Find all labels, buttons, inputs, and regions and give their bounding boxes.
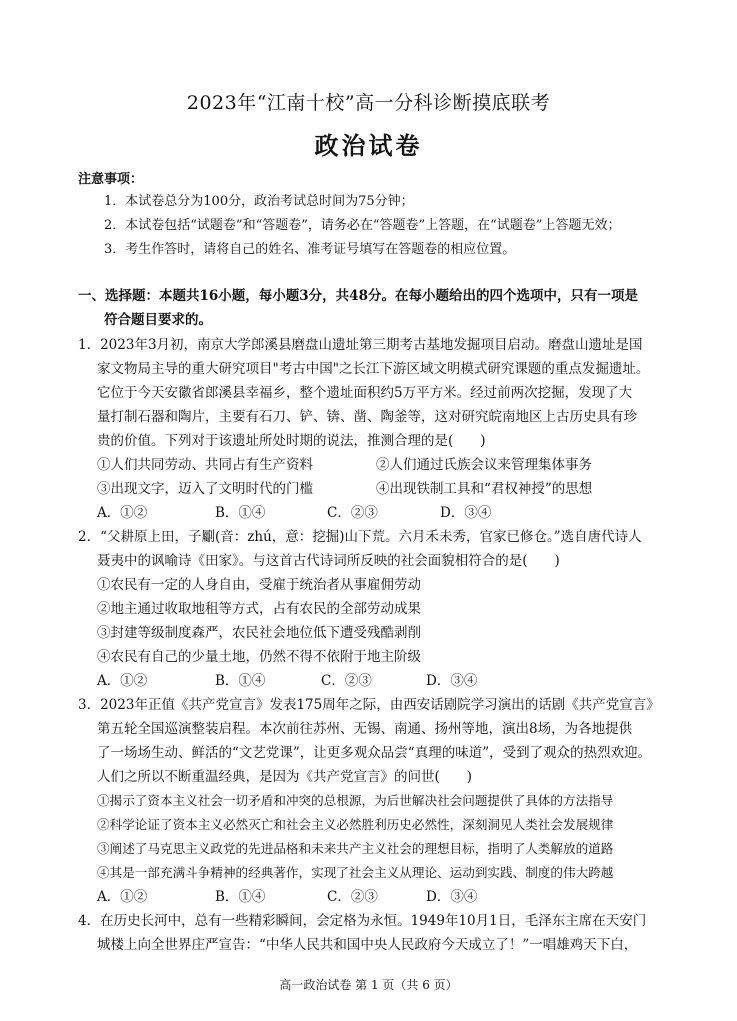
- option-a[interactable]: A．①②: [97, 505, 148, 521]
- notice-item: 1．本试卷总分为100分，政治考试总时间为75分钟；: [104, 194, 414, 209]
- question-1-statement: ②人们通过氏族会议来管理集体事务: [376, 457, 592, 473]
- option-d[interactable]: D．③④: [426, 673, 478, 689]
- option-d[interactable]: D．③④: [426, 889, 478, 905]
- question-2-statement: ④农民有自己的少量土地，仍然不得不依附于地主阶级: [97, 649, 421, 665]
- question-1-stem: 家文物局主导的重大研究项目"考古中国"之长江下游区域文明模式研究课题的重点发掘遗址。: [97, 361, 650, 377]
- question-2-statement: ①农民有一定的人身自由，受雇于统治者从事雇佣劳动: [97, 577, 421, 593]
- option-c[interactable]: C．②③: [327, 505, 378, 521]
- question-3-statement: ③阐述了马克思主义政党的先进品格和未来共产主义社会的理想目标，指明了人类解放的道路: [97, 841, 614, 856]
- option-b[interactable]: B．①④: [215, 889, 266, 905]
- question-1-stem: 它位于今天安徽省郎溪县幸福乡，整个遗址面积约5万平方米。经过前两次挖掘，发现了大: [97, 385, 633, 401]
- option-a[interactable]: A．①②: [97, 673, 148, 689]
- question-2-statement: ②地主通过收取地租等方式，占有农民的全部劳动成果: [97, 601, 421, 617]
- question-1-statement: ①人们共同劳动、共同占有生产资料: [97, 457, 313, 473]
- exam-title: 2023年“江南十校”高一分科诊断摸底联考: [186, 92, 551, 114]
- question-3-stem: 人们之所以不断重温经典，是因为《共产党宣言》的问世( ): [97, 769, 473, 785]
- question-2-stem: 2．“父耕原上田，子劚(音：zhú，意：挖掘)山下荒。六月禾未秀，官家已修仓。”选自唐代诗人: [78, 529, 642, 545]
- section-heading-cont: 符合题目要求的。: [104, 312, 212, 328]
- question-3-stem: 3．2023年正值《共产党宣言》发表175周年之际，由西安话剧院学习演出的话剧《共产党宣言》: [78, 697, 660, 713]
- notice-heading: 注意事项：: [78, 172, 144, 187]
- option-b[interactable]: B．①④: [215, 505, 266, 521]
- question-3-stem: 第五轮全国巡演整装启程。本次前往苏州、无锡、南通、扬州等地，演出8场，为各地提供: [97, 721, 633, 737]
- question-1-stem: 贵的价值。下列对于该遗址所处时期的说法，推测合理的是( ): [97, 433, 486, 449]
- question-2-statement: ③封建等级制度森严，农民社会地位低下遭受残酷剥削: [97, 625, 421, 641]
- question-3-stem: 了一场场生动、鲜活的“文艺党课”，让更多观众品尝“真理的味道”，受到了观众的热烈欢迎。: [97, 745, 652, 761]
- question-3-statement: ②科学论证了资本主义必然灭亡和社会主义必然胜利历史必然性，深刻洞见人类社会发展规律: [97, 817, 614, 832]
- option-d[interactable]: D．③④: [440, 505, 492, 521]
- question-4-stem: 4．在历史长河中，总有一些精彩瞬间，会定格为永恒。1949年10月1日，毛泽东主席在天安门: [78, 913, 647, 929]
- question-3-statement: ①揭示了资本主义社会一切矛盾和冲突的总根源，为后世解决社会问题提供了具体的方法指导: [97, 793, 614, 808]
- option-a[interactable]: A．①②: [97, 889, 148, 905]
- page-footer: 高一政治试卷 第 1 页（共 6 页）: [279, 978, 458, 992]
- question-1-statement: ④出现铁制工具和“君权神授”的思想: [376, 481, 593, 497]
- option-c[interactable]: C．②③: [321, 673, 372, 689]
- option-b[interactable]: B．①④: [215, 673, 266, 689]
- exam-subtitle: 政治试卷: [314, 131, 423, 160]
- section-heading: 一、选择题：本题共16小题，每小题3分，共48分。在每小题给出的四个选项中，只有一项是: [78, 288, 638, 304]
- question-4-stem: 城楼上向全世界庄严宣告：“中华人民共和国中央人民政府今天成立了！”一唱雄鸡天下白，: [97, 937, 638, 953]
- option-c[interactable]: C．②③: [327, 889, 378, 905]
- notice-item: 3．考生作答时，请将自己的姓名、准考证号填写在答题卷的相应位置。: [104, 242, 516, 257]
- notice-item: 2．本试卷包括“试题卷”和“答题卷”，请务必在“答题卷”上答题，在“试题卷”上答题无效；: [104, 218, 621, 233]
- question-1-stem: 量打制石器和陶片，主要有石刀、铲、锛、凿、陶釜等，这对研究皖南地区上古历史具有珍: [97, 409, 637, 425]
- question-3-statement: ④其是一部充满斗争精神的经典著作，实现了社会主义从理论、运动到实践、制度的伟大跨越: [97, 865, 614, 880]
- question-1-stem: 1．2023年3月初，南京大学郎溪县磨盘山遗址第三期考古基地发掘项目启动。磨盘山遗址是国: [78, 337, 643, 353]
- question-2-stem: 聂夷中的讽喻诗《田家》。与这首古代诗词所反映的社会面貌相符合的是( ): [97, 553, 560, 569]
- question-1-statement: ③出现文字，迈入了文明时代的门槛: [97, 481, 313, 497]
